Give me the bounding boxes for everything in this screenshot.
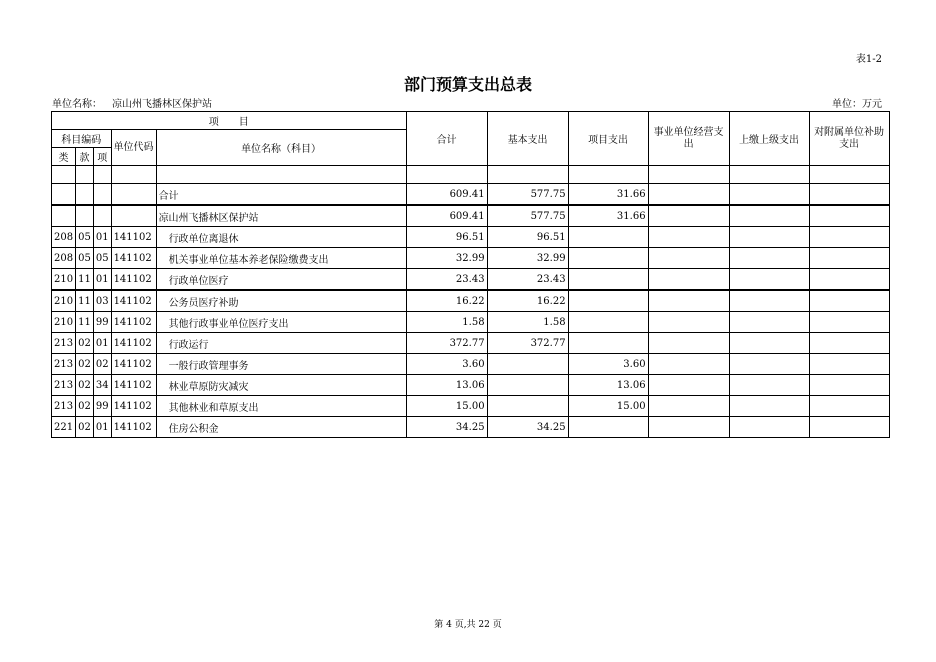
cell-lei: 213: [52, 354, 76, 375]
cell-total: 15.00: [406, 396, 487, 417]
cell-name: 其他行政事业单位医疗支出: [156, 312, 406, 333]
table-row: [52, 375, 890, 396]
cell-unit-code: 141102: [111, 354, 156, 375]
cell-unit-code: 141102: [111, 290, 156, 312]
cell-business: [648, 227, 729, 248]
cell-total: 13.06: [406, 375, 487, 396]
cell-name: 住房公积金: [156, 417, 406, 438]
cell-lei: 210: [52, 290, 76, 312]
table-row: [52, 290, 890, 312]
cell-project: 15.00: [568, 396, 648, 417]
cell-lei: 213: [52, 333, 76, 354]
cell-subsidy: [809, 184, 889, 206]
cell-total: 3.60: [406, 354, 487, 375]
cell-basic: 96.51: [487, 227, 568, 248]
cell-subsidy: [809, 396, 889, 417]
header-basic: 基本支出: [487, 112, 568, 166]
header-lei: 类: [52, 148, 76, 166]
table-row: [52, 269, 890, 291]
page-footer: 第 4 页,共 22 页: [434, 620, 502, 630]
cell-subsidy: [809, 333, 889, 354]
cell-xiang: 01: [93, 269, 111, 291]
cell-business: [648, 354, 729, 375]
cell-lei: 210: [52, 312, 76, 333]
cell-project: [568, 269, 648, 291]
cell-xiang: 99: [93, 396, 111, 417]
page-title: 部门预算支出总表: [403, 75, 532, 94]
cell-project: [568, 248, 648, 269]
cell-project: 3.60: [568, 354, 648, 375]
unit-name-value: 凉山州飞播林区保护站: [112, 99, 212, 110]
cell-basic: 34.25: [487, 417, 568, 438]
cell-project: [568, 312, 648, 333]
cell-business: [648, 248, 729, 269]
cell-upper: [729, 312, 809, 333]
header-upper-expenditure: 上缴上级支出: [729, 112, 809, 166]
cell-unit-code: [111, 205, 156, 227]
cell-kuan: 02: [76, 333, 94, 354]
cell-unit-code: 141102: [111, 227, 156, 248]
unit-name-label: 单位名称：: [52, 99, 102, 110]
cell-basic: 16.22: [487, 290, 568, 312]
cell-xiang: 99: [93, 312, 111, 333]
cell-lei: 208: [52, 227, 76, 248]
cell-kuan: [76, 205, 94, 227]
cell-name: 公务员医疗补助: [156, 290, 406, 312]
table-number: 表1-2: [855, 54, 882, 65]
cell-kuan: 02: [76, 354, 94, 375]
header-unit-name: 单位名称（科目）: [156, 130, 406, 166]
cell-basic: 23.43: [487, 269, 568, 291]
cell-xiang: 01: [93, 333, 111, 354]
cell-xiang: 05: [93, 248, 111, 269]
table-row: [52, 333, 890, 354]
cell-xiang: 34: [93, 375, 111, 396]
cell-kuan: 11: [76, 269, 94, 291]
cell-xiang: [93, 205, 111, 227]
cell-basic: 577.75: [487, 205, 568, 227]
header-subsidy-expenditure: 对附属单位补助支出: [809, 112, 889, 166]
cell-upper: [729, 227, 809, 248]
cell-unit-code: 141102: [111, 248, 156, 269]
cell-total: 23.43: [406, 269, 487, 291]
cell-project: [568, 290, 648, 312]
cell-basic: 577.75: [487, 184, 568, 206]
cell-subsidy: [809, 375, 889, 396]
cell-kuan: [76, 184, 94, 206]
cell-upper: [729, 354, 809, 375]
cell-name: 其他林业和草原支出: [156, 396, 406, 417]
header-total: 合计: [406, 112, 487, 166]
header-kuan: 款: [76, 148, 94, 166]
header-xiang: 项: [93, 148, 111, 166]
cell-basic: [487, 354, 568, 375]
cell-xiang: 03: [93, 290, 111, 312]
cell-upper: [729, 248, 809, 269]
cell-kuan: 11: [76, 290, 94, 312]
cell-total: 1.58: [406, 312, 487, 333]
cell-subsidy: [809, 354, 889, 375]
cell-subsidy: [809, 248, 889, 269]
cell-upper: [729, 269, 809, 291]
cell-business: [648, 312, 729, 333]
cell-upper: [729, 184, 809, 206]
cell-subsidy: [809, 417, 889, 438]
cell-upper: [729, 417, 809, 438]
cell-upper: [729, 396, 809, 417]
cell-business: [648, 333, 729, 354]
header-unit-code: 单位代码: [111, 130, 156, 166]
cell-lei: 213: [52, 375, 76, 396]
cell-subsidy: [809, 312, 889, 333]
cell-xiang: 01: [93, 417, 111, 438]
cell-subsidy: [809, 227, 889, 248]
cell-business: [648, 396, 729, 417]
cell-name: 林业草原防灾减灾: [156, 375, 406, 396]
cell-project: 13.06: [568, 375, 648, 396]
cell-upper: [729, 290, 809, 312]
cell-lei: 210: [52, 269, 76, 291]
cell-basic: [487, 375, 568, 396]
cell-name: 机关事业单位基本养老保险缴费支出: [156, 248, 406, 269]
cell-kuan: 11: [76, 312, 94, 333]
table-row: [52, 396, 890, 417]
cell-kuan: 02: [76, 396, 94, 417]
cell-project: [568, 333, 648, 354]
cell-basic: 1.58: [487, 312, 568, 333]
cell-kuan: 05: [76, 227, 94, 248]
header-project-expenditure: 项目支出: [568, 112, 648, 166]
header-subject-code: 科目编码: [52, 130, 112, 148]
cell-business: [648, 205, 729, 227]
cell-lei: 208: [52, 248, 76, 269]
table-row: [52, 205, 890, 227]
cell-lei: [52, 205, 76, 227]
cell-unit-code: 141102: [111, 396, 156, 417]
table-row: [52, 312, 890, 333]
cell-unit-code: 141102: [111, 417, 156, 438]
cell-total: 16.22: [406, 290, 487, 312]
cell-project: [568, 227, 648, 248]
money-unit-label: 单位：万元: [832, 99, 882, 110]
cell-kuan: 05: [76, 248, 94, 269]
cell-subsidy: [809, 290, 889, 312]
cell-upper: [729, 205, 809, 227]
cell-name: 行政单位离退休: [156, 227, 406, 248]
cell-lei: 221: [52, 417, 76, 438]
cell-business: [648, 290, 729, 312]
cell-basic: 32.99: [487, 248, 568, 269]
budget-expenditure-table: [51, 111, 890, 438]
cell-name: 一般行政管理事务: [156, 354, 406, 375]
cell-unit-code: 141102: [111, 269, 156, 291]
cell-business: [648, 269, 729, 291]
cell-kuan: 02: [76, 417, 94, 438]
cell-name: 凉山州飞播林区保护站: [156, 205, 406, 227]
cell-total: 34.25: [406, 417, 487, 438]
cell-xiang: 02: [93, 354, 111, 375]
table-row: [52, 417, 890, 438]
cell-total: 609.41: [406, 205, 487, 227]
cell-subsidy: [809, 269, 889, 291]
cell-total: 96.51: [406, 227, 487, 248]
cell-total: 372.77: [406, 333, 487, 354]
cell-unit-code: [111, 184, 156, 206]
cell-business: [648, 375, 729, 396]
cell-project: [568, 417, 648, 438]
cell-business: [648, 184, 729, 206]
table-row: [52, 354, 890, 375]
cell-unit-code: 141102: [111, 375, 156, 396]
cell-name: 行政运行: [156, 333, 406, 354]
cell-basic: 372.77: [487, 333, 568, 354]
cell-upper: [729, 333, 809, 354]
cell-total: 32.99: [406, 248, 487, 269]
header-business-expenditure: 事业单位经营支出: [648, 112, 729, 166]
cell-project: 31.66: [568, 184, 648, 206]
cell-total: 609.41: [406, 184, 487, 206]
cell-project: 31.66: [568, 205, 648, 227]
cell-lei: 213: [52, 396, 76, 417]
cell-xiang: [93, 184, 111, 206]
cell-subsidy: [809, 205, 889, 227]
cell-name: 合计: [156, 184, 406, 206]
table-row: [52, 227, 890, 248]
cell-lei: [52, 184, 76, 206]
cell-business: [648, 417, 729, 438]
table-row: [52, 248, 890, 269]
cell-name: 行政单位医疗: [156, 269, 406, 291]
cell-basic: [487, 396, 568, 417]
cell-kuan: 02: [76, 375, 94, 396]
cell-unit-code: 141102: [111, 333, 156, 354]
cell-upper: [729, 375, 809, 396]
table-row: [52, 184, 890, 206]
cell-unit-code: 141102: [111, 312, 156, 333]
header-project: 项 目: [52, 112, 407, 130]
cell-xiang: 01: [93, 227, 111, 248]
